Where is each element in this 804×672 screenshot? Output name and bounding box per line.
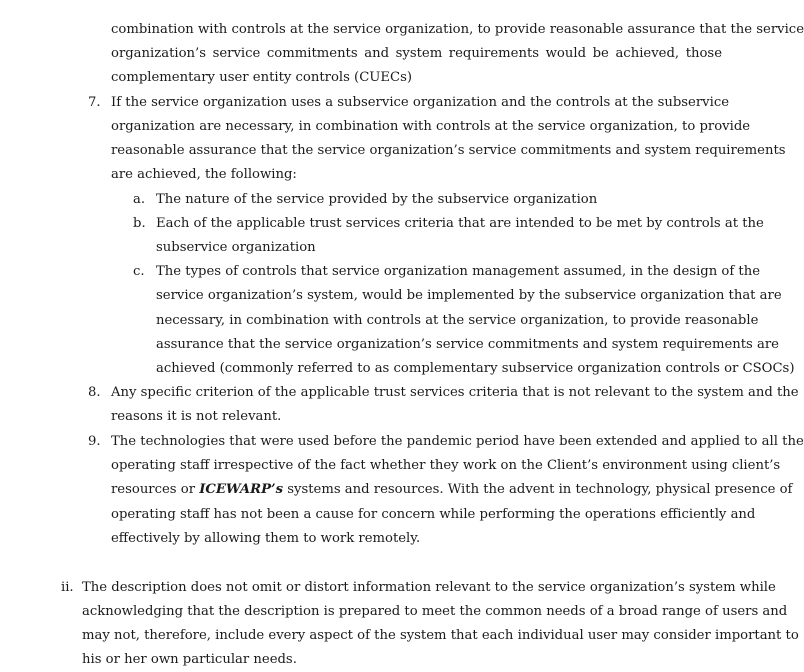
ii-line-2: acknowledging that the description is prepared to meet the common needs of a broad range of users and	[82, 604, 788, 619]
sublist-label-c: c.	[133, 264, 145, 279]
paragraph-continuation-line-1: combination with controls at the service organization, to provide reasonable assurance that the service	[111, 22, 804, 37]
sublist-label-b: b.	[133, 216, 146, 231]
subitem-c-line-3: necessary, in combination with controls at the service organization, to provide reasonable	[156, 313, 759, 328]
paragraph-continuation-line-3: complementary user entity controls (CUECs)	[111, 70, 413, 85]
brand-name: ICEWARP’s	[199, 482, 284, 497]
item-7-line-4: are achieved, the following:	[111, 167, 297, 182]
item-9-line-3-start: resources or	[111, 482, 196, 497]
roman-numeral-ii: ii.	[61, 580, 74, 595]
sublist-label-a: a.	[133, 192, 146, 207]
ii-line-4: his or her own particular needs.	[82, 652, 297, 667]
subitem-c-line-1: The types of controls that service organization management assumed, in the design of the	[156, 264, 761, 279]
item-7-line-3: reasonable assurance that the service organization’s service commitments and system requirements	[111, 143, 786, 158]
list-number-9: 9.	[88, 434, 101, 449]
item-9-line-3-end: systems and resources. With the advent in technology, physical presence of	[287, 482, 793, 497]
item-7-line-2: organization are necessary, in combination with controls at the service organization, to provide	[111, 119, 751, 134]
item-9-line-5: effectively by allowing them to work remotely.	[111, 531, 421, 546]
paragraph-continuation-line-2: organization’s service commitments and system requirements would be achieved, those	[111, 46, 722, 61]
list-number-7: 7.	[88, 95, 101, 110]
ii-line-1: The description does not omit or distort information relevant to the service organization’s system while	[82, 580, 776, 595]
subitem-c-line-5: achieved (commonly referred to as complementary subservice organization controls or CSOCs)	[156, 361, 795, 376]
subitem-b-line-2: subservice organization	[156, 240, 316, 255]
item-8-line-1: Any specific criterion of the applicable trust services criteria that is not relevant to the system and the	[111, 385, 799, 400]
subitem-a-line-1: The nature of the service provided by the subservice organization	[156, 192, 598, 207]
item-7-line-1: If the service organization uses a subservice organization and the controls at the subservice	[111, 95, 730, 110]
item-9-line-2: operating staff irrespective of the fact whether they work on the Client’s environment using client’s	[111, 458, 781, 473]
ii-line-3: may not, therefore, include every aspect of the system that each individual user may consider important to	[82, 628, 799, 643]
subitem-c-line-4: assurance that the service organization’s service commitments and system requirements are	[156, 337, 779, 352]
item-9-line-4: operating staff has not been a cause for concern while performing the operations efficiently and	[111, 507, 756, 522]
list-number-8: 8.	[88, 385, 101, 400]
item-9-line-1: The technologies that were used before the pandemic period have been extended and applied to all the	[111, 434, 804, 449]
subitem-c-line-2: service organization’s system, would be implemented by the subservice organization that are	[156, 288, 782, 303]
item-9-line-3	[111, 482, 793, 498]
item-8-line-2: reasons it is not relevant.	[111, 409, 282, 424]
subitem-b-line-1: Each of the applicable trust services criteria that are intended to be met by controls at the	[156, 216, 764, 231]
